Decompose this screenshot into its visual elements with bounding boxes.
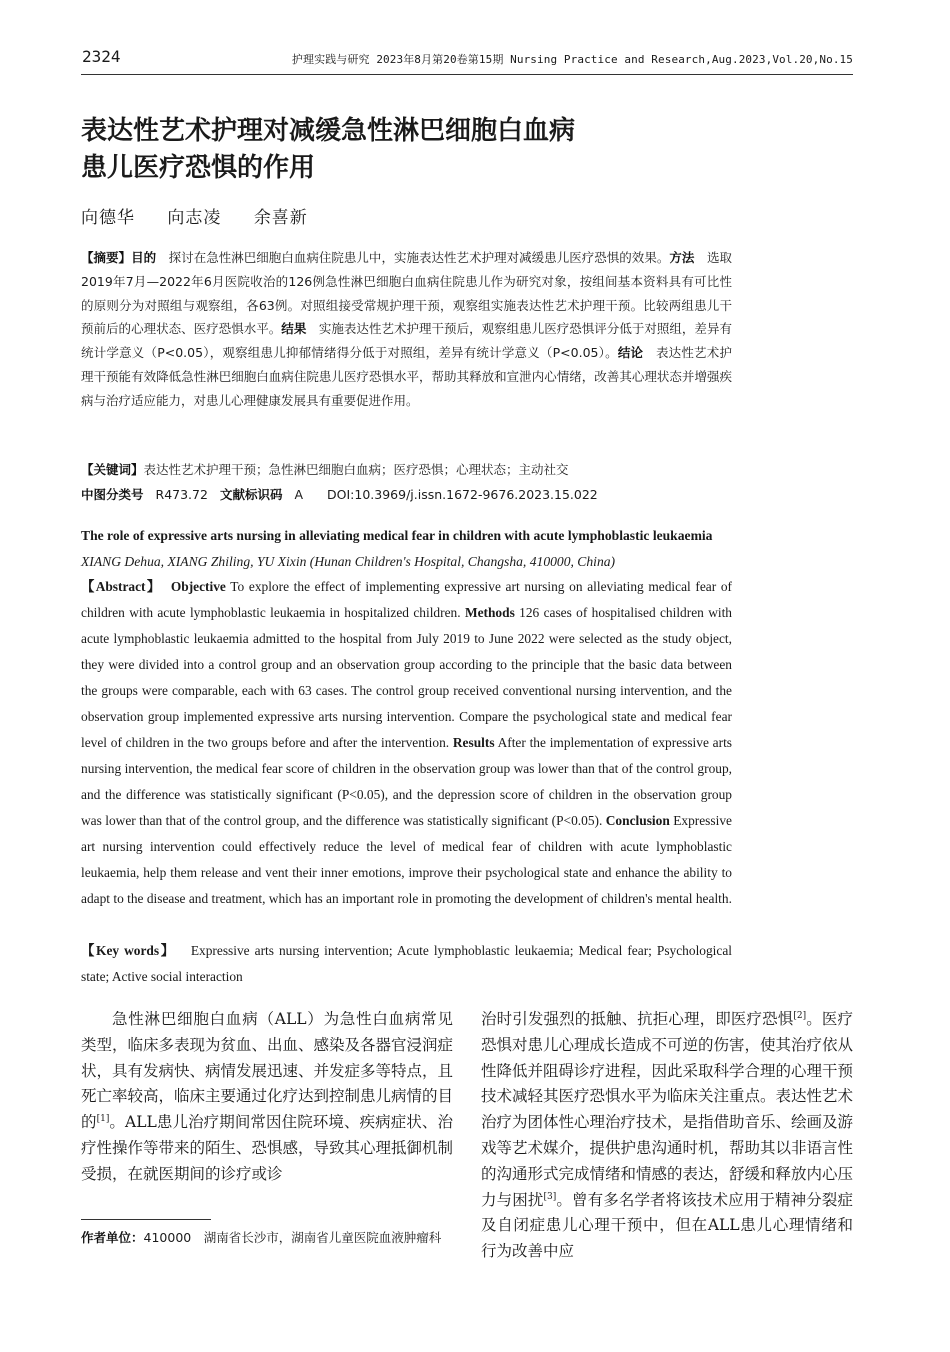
body-text: 治时引发强烈的抵触、抗拒心理，即医疗恐惧 — [481, 1010, 794, 1028]
title-line-2: 患儿医疗恐惧的作用 — [81, 153, 316, 183]
abstract-label: 【摘要】 — [81, 250, 132, 265]
english-keywords — [81, 938, 732, 990]
results-label: 结果 — [281, 321, 307, 337]
doc-code: A — [294, 487, 304, 502]
title-line-1: 表达性艺术护理对减缓急性淋巴细胞白血病 — [81, 116, 576, 146]
english-title-text: The role of expressive arts nursing in alleviating medical fear in children with acute lymphoblastic leukaemia — [81, 528, 713, 543]
clc-code: R473.72 — [155, 487, 208, 502]
en-keywords-text: Expressive arts nursing intervention; Acute lymphoblastic leukaemia; Medical fear; Psychological state; Active social interaction — [81, 943, 733, 984]
doi: DOI:10.3969/j.issn.1672-9676.2023.15.022 — [327, 487, 598, 502]
en-abstract-label: 【Abstract】 — [81, 579, 162, 594]
en-conclusion-label: Conclusion — [605, 813, 670, 828]
body-text: 。医疗恐惧对患儿心理成长造成不可逆的伤害，使其治疗依从性降低并阻碍诊疗进程，因此采取科学合理的心理干预技术减轻其医疗恐惧水平为临床关注重点。表达性艺术治疗为团体性心理治疗技术，是指借助音乐、绘画及游戏等艺术媒介，提供护患沟通时机，帮助其以非语言性的沟通形式完成情绪和情感的表达，舒缓和释放内心压力与困扰 — [481, 1010, 854, 1209]
chinese-keywords — [81, 458, 741, 482]
author-name: 向志凌 — [167, 208, 222, 228]
body-text: 。曾有多名学者将该技术应用于精神分裂症及自闭症患儿心理干预中，但在ALL患儿心理情绪和行为改善中应 — [481, 1190, 853, 1261]
keywords-text: 表达性艺术护理干预；急性淋巴细胞白血病；医疗恐惧；心理状态；主动社交 — [143, 462, 569, 477]
page-number: 2324 — [82, 47, 121, 66]
en-methods-label: Methods — [464, 605, 515, 620]
en-results-label: Results — [452, 735, 495, 750]
results-text: 实施表达性艺术护理干预后，观察组患儿医疗恐惧评分低于对照组，差异有统计学意义（P<0.05），观察组患儿抑郁情绪得分低于对照组，差异有统计学意义（P<0.05）。 — [81, 321, 732, 361]
author-list — [81, 203, 334, 228]
en-conclusion-text: Expressive art nursing intervention could effectively reduce the level of medical fear of children with acute lymphoblastic leukaemia, help them release and vent their inner emotions, improve their psychological state and enhance the ability to adapt to the disease and treatment, which has an important role in promoting the development of children's mental health. — [81, 813, 732, 906]
reference-marker: [2] — [793, 1011, 807, 1021]
affiliation-text: 410000 湖南省长沙市，湖南省儿童医院血液肿瘤科 — [143, 1230, 442, 1245]
english-title — [81, 523, 732, 575]
objective-text: 探讨在急性淋巴细胞白血病住院患儿中，实施表达性艺术护理对减缓患儿医疗恐惧的效果。 — [168, 250, 670, 265]
article-title — [81, 113, 761, 187]
body-text: 急性淋巴细胞白血病（ALL）为急性白血病常见类型，临床多表现为贫血、出血、感染及各器官浸润症状，具有发病快、病情发展迅速、并发症多等特点，且死亡率较高，临床主要通过化疗达到控制患儿病情的目的 — [81, 1010, 454, 1132]
keywords-label: 【关键词】 — [81, 462, 144, 477]
classification-line — [81, 483, 781, 507]
en-results-text: After the implementation of expressive arts nursing intervention, the medical fear score of children in the observation group was lower than that of the control group, and the difference was statistically significant (P<0.05), and the depression score of children in the observation group was lower than that of the control group, and the difference was statistically significant (P<0.05). — [81, 735, 733, 828]
methods-text: 选取2019年7月—2022年6月医院收治的126例急性淋巴细胞白血病住院患儿作为研究对象，按组间基本资料具有可比性的原则分为对照组与观察组，各63例。对照组接受常规护理干预，观察组实施表达性艺术护理干预。比较两组患儿干预前后的心理状态、医疗恐惧水平。 — [81, 250, 732, 337]
body-column-left — [81, 1007, 453, 1188]
english-abstract — [81, 574, 732, 912]
methods-label: 方法 — [669, 250, 695, 265]
reference-marker: [3] — [543, 1191, 557, 1202]
doc-code-label: 文献标识码 — [219, 487, 283, 502]
en-objective-text: To explore the effect of implementing expressive art nursing on alleviating medical fear of children with acute lymphoblastic leukaemia in hospitalized children. — [81, 579, 732, 620]
chinese-abstract — [81, 246, 732, 413]
en-objective-label: Objective — [170, 579, 226, 594]
author-name: 余喜新 — [253, 208, 308, 228]
clc-label: 中图分类号 — [81, 487, 144, 502]
reference-marker: [1] — [96, 1114, 110, 1125]
author-name: 向德华 — [81, 208, 135, 228]
objective-label: 目的 — [131, 250, 157, 265]
header-rule — [81, 74, 853, 75]
en-keywords-label: 【Key words】 — [81, 943, 176, 958]
conclusion-label: 结论 — [617, 345, 644, 361]
body-column-right — [481, 1007, 853, 1265]
english-authors: XIANG Dehua, XIANG Zhiling, YU Xixin (Hunan Children's Hospital, Changsha, 410000, China) — [81, 554, 616, 569]
body-text: 。ALL患儿治疗期间常因住院环境、疾病症状、治疗性操作等带来的陌生、恐惧感，导致其心理抵御机制受损，在就医期间的诊疗或诊 — [81, 1113, 454, 1183]
running-head: 护理实践与研究 2023年8月第20卷第15期 Nursing Practice and Research,Aug.2023,Vol.20,No.15 — [291, 53, 853, 66]
author-affiliation — [81, 1229, 453, 1247]
en-methods-text: 126 cases of hospitalised children with acute lymphoblastic leukaemia admitted to the hospital from July 2019 to June 2022 were selected as the study object, they were divided into a control group and an observation group according to the principle that the basic data between the groups were comparable, each with 63 cases. The control group received conventional nursing intervention, and the observation group implemented expressive arts nursing intervention. Compare the psychological state and medical fear level of children in the two groups before and after the intervention. — [81, 605, 733, 750]
affiliation-label: 作者单位： — [81, 1230, 144, 1245]
footnote-rule — [81, 1219, 211, 1220]
conclusion-text: 表达性艺术护理干预能有效降低急性淋巴细胞白血病住院患儿医疗恐惧水平，帮助其释放和宣泄内心情绪，改善其心理状态并增强疾病与治疗适应能力，对患儿心理健康发展具有重要促进作用。 — [81, 345, 732, 408]
